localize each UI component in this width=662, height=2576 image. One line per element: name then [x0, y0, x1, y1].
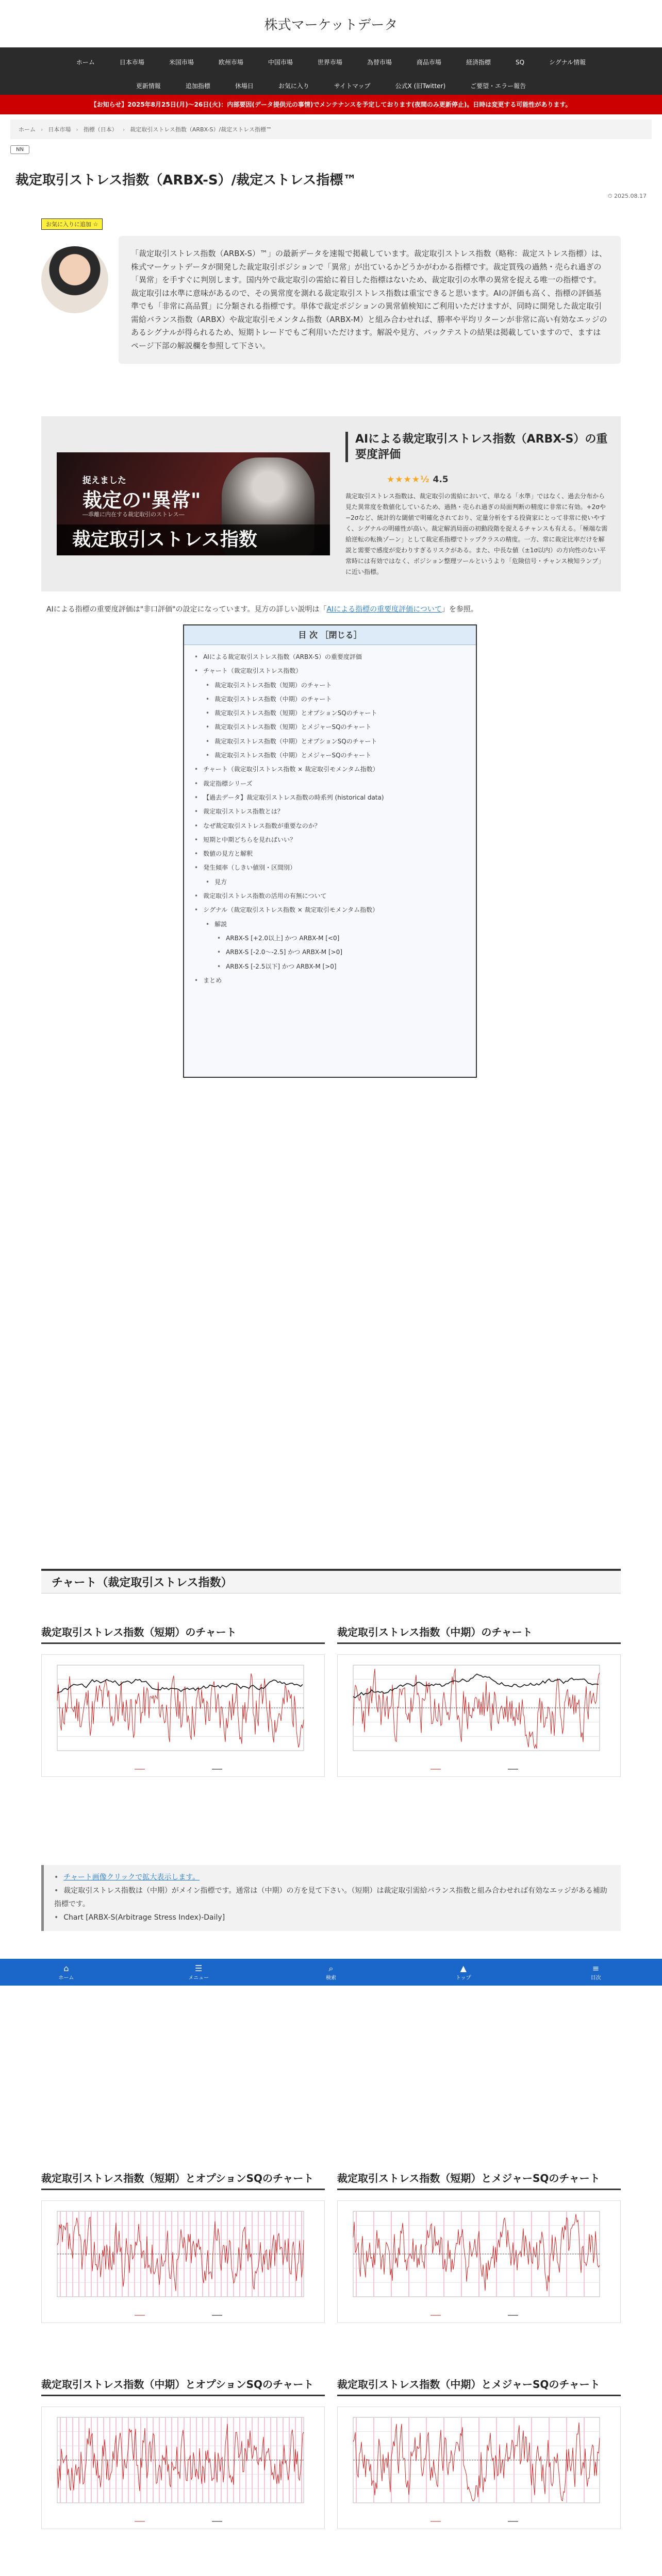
- nav-item[interactable]: 為替市場: [367, 59, 392, 66]
- bottom-nav-bar: [0, 1959, 662, 1986]
- site-header: [0, 0, 662, 47]
- chart-title-short: 裁定取引ストレス指数（短期）のチャート: [41, 1625, 325, 1644]
- toc-item[interactable]: • まとめ: [194, 974, 466, 988]
- bottom-nav-label: 検索: [325, 1975, 336, 1981]
- toc-item[interactable]: • AIによる裁定取引ストレス指数（ARBX-S）の重要度評価: [194, 650, 466, 664]
- toc-item[interactable]: • 【過去データ】裁定取引ストレス指数の時系列 (historical data): [194, 791, 466, 805]
- hero-side: [345, 432, 610, 578]
- toc-item[interactable]: • 裁定取引ストレス指数（中期）のチャート: [194, 692, 466, 706]
- hero-caption-small: 捉えました: [82, 476, 126, 486]
- chart-note-item: • 裁定取引ストレス指数は（中期）がメイン指標です。通常は（中期）の方を見て下さい。（短期）は裁定取引需給バランス指数と組み合わせれば有効なエッジがある補助指標です。: [54, 1885, 610, 1911]
- chart-card-short-major: [337, 2172, 621, 2323]
- chart-short[interactable]: [41, 1654, 325, 1777]
- nav-item[interactable]: 公式X (旧Twitter): [395, 82, 446, 90]
- table-of-contents: [183, 624, 477, 1078]
- toc-item[interactable]: • 解説: [194, 918, 466, 931]
- nav-item[interactable]: お気に入り: [278, 82, 309, 90]
- breadcrumb-item[interactable]: 日本市場: [48, 126, 71, 133]
- breadcrumb-separator: ›: [122, 126, 125, 133]
- toc-item[interactable]: • チャート（裁定取引ストレス指数）: [194, 664, 466, 678]
- nav-item[interactable]: 経済指標: [466, 59, 491, 66]
- nav-item[interactable]: ホーム: [76, 59, 95, 66]
- chart-note-item: [54, 1871, 610, 1885]
- tag-pill[interactable]: NN: [10, 145, 29, 154]
- chart-mid-major[interactable]: [337, 2406, 621, 2529]
- chart-card-mid-opt: [41, 2378, 325, 2529]
- publish-date: ⏱ 2025.08.17: [607, 193, 647, 199]
- bottom-nav-label: 目次: [590, 1975, 601, 1981]
- chart-title-short-major: 裁定取引ストレス指数（短期）とメジャーSQのチャート: [337, 2172, 621, 2190]
- chart-mid-opt-svg: [42, 2407, 324, 2529]
- hero-caption-big: 裁定の"異常": [82, 489, 201, 512]
- nav-item[interactable]: 米国市場: [169, 59, 194, 66]
- ai-rating-title: AIによる裁定取引ストレス指数（ARBX-S）の重要度評価: [345, 432, 610, 462]
- bottom-nav-item[interactable]: [555, 1964, 637, 1981]
- chart-mid[interactable]: [337, 1654, 621, 1777]
- nav-item[interactable]: 休場日: [235, 82, 254, 90]
- menu-icon: ☰: [195, 1963, 203, 1973]
- rating-note: [46, 604, 662, 614]
- chart-card-short-opt: [41, 2172, 325, 2323]
- intro-balloon: 「裁定取引ストレス指数（ARBX-S）™」の最新データを速報で掲載しています。裁定取引ストレス指数（略称：裁定ストレス指標）は、株式マーケットデータが開発した裁定取引ポジションで「異常」が出ているかどうかがわかる指標です。裁定買残の過熱・売られ過ぎの「異常」を手すぐに判別します。国内外で裁定取引の需給に着目した指標はないため、裁定取引の水準の異常を捉える唯一の指標です。裁定取引は水準に意味があるので、その異常度を測れる裁定取引ストレス指数は重宝できると思います。AIの評価も高く、指標の評価基準でも「非常に高品質」に分類される指標です。単体で裁定ポジションの異常値検知にご利用いただけますが、同時に開発した裁定取引需給バランス指数（ARBX）や裁定取引モメンタム指数（ARBX-M）と組み合わせれば、勝率や平均リターンが非常に高い有効なエッジのあるシグナルが得られるため、短期トレードでもご利用いただけます。解説や見方、バックテストの結果は掲載していますので、ますはページ下部の解説欄を参照して下さい。: [119, 236, 621, 364]
- nav-item[interactable]: 欧州市場: [218, 59, 243, 66]
- toc-item[interactable]: • 裁定取引ストレス指数（短期）のチャート: [194, 679, 466, 692]
- bottom-nav-label: メニュー: [188, 1975, 209, 1981]
- chart-mid-svg: [338, 1655, 620, 1776]
- breadcrumb-item[interactable]: 指標（日本）: [83, 126, 118, 133]
- chart-title-mid-opt: 裁定取引ストレス指数（中期）とオプションSQのチャート: [41, 2378, 325, 2396]
- bottom-nav-label: トップ: [455, 1975, 471, 1981]
- page-title: 裁定取引ストレス指数（ARBX-S）/裁定ストレス指標™: [15, 173, 357, 188]
- nav-item[interactable]: サイトマップ: [334, 82, 371, 90]
- favorite-add-button[interactable]: お気に入りに追加 ☆: [41, 218, 103, 230]
- nav-row-1: [0, 54, 662, 71]
- chart-enlarge-link[interactable]: チャート画像クリックで拡大表示します。: [63, 1873, 200, 1882]
- toc-item[interactable]: • 裁定指標シリーズ: [194, 777, 466, 791]
- bottom-nav-item[interactable]: [422, 1964, 505, 1981]
- toc-list: [184, 645, 476, 993]
- rating-note-suffix: 」を参照。: [441, 605, 478, 614]
- list-icon: ≡: [592, 1963, 600, 1973]
- toc-item[interactable]: • 発生傾率（しきい値別・区間別）: [194, 861, 466, 875]
- hero-banner-image[interactable]: [57, 452, 330, 555]
- publish-date-value: 2025.08.17: [614, 193, 647, 199]
- ai-rating-panel: [41, 416, 621, 591]
- global-nav: [0, 47, 662, 95]
- toc-item[interactable]: • チャート（裁定取引ストレス指数 × 裁定取引モメンタム指数）: [194, 762, 466, 776]
- bottom-nav-item[interactable]: [25, 1964, 107, 1981]
- section-chart-1: [0, 1569, 662, 1594]
- home-icon: ⌂: [63, 1963, 69, 1973]
- toc-item[interactable]: • 裁定取引ストレス指数とは？: [194, 805, 466, 819]
- chart-card-mid: [337, 1625, 621, 1777]
- breadcrumb-item[interactable]: ホーム: [19, 126, 36, 133]
- toc-item[interactable]: • 短期と中期どちらを見ればいい？: [194, 833, 466, 847]
- toc-item[interactable]: • シグナル（裁定取引ストレス指数 × 裁定取引モメンタム指数）: [194, 903, 466, 917]
- nav-item[interactable]: 更新情報: [136, 82, 161, 90]
- breadcrumb-item: 裁定取引ストレス指数（ARBX-S）/裁定ストレス指標™: [130, 126, 272, 133]
- rating-value: 4.5: [433, 474, 449, 485]
- site-title[interactable]: 株式マーケットデータ: [264, 17, 398, 33]
- chart-short-opt-svg: [42, 2201, 324, 2323]
- hero-caption-banner: 裁定取引ストレス指数: [57, 524, 330, 555]
- toc-item[interactable]: • 裁定取引ストレス指数（短期）とメジャーSQのチャート: [194, 720, 466, 734]
- toc-item[interactable]: • ARBX-S [+2.0以上] かつ ARBX-M [<0]: [194, 931, 466, 945]
- chart-title-mid: 裁定取引ストレス指数（中期）のチャート: [337, 1625, 621, 1644]
- rating-note-prefix: AIによる指標の重要度評価は"非口評価"の設定になっています。見方の詳しい説明は「: [46, 605, 327, 614]
- toc-item[interactable]: • なぜ裁定取引ストレス指数が重要なのか？: [194, 819, 466, 833]
- arrow-up-icon: ▲: [460, 1963, 467, 1973]
- chart-short-major[interactable]: [337, 2200, 621, 2323]
- nav-item[interactable]: 中国市場: [268, 59, 293, 66]
- breadcrumb: [10, 120, 652, 139]
- nav-item[interactable]: 日本市場: [119, 59, 144, 66]
- chart-title-mid-major: 裁定取引ストレス指数（中期）とメジャーSQのチャート: [337, 2378, 621, 2396]
- nav-item[interactable]: ご要望・エラー報告: [470, 82, 526, 90]
- nav-row-2: [0, 77, 662, 95]
- toc-item[interactable]: • 見方: [194, 875, 466, 889]
- chart-note-item: • Chart [ARBX-S(Arbitrage Stress Index)-Daily]: [54, 1911, 610, 1925]
- chart-card-short: [41, 1625, 325, 1777]
- chart-card-mid-major: [337, 2378, 621, 2529]
- hero-caption-sub: ―乖離に内在する裁定取引のストレス―: [82, 511, 185, 518]
- ai-rating-text: 裁定取引ストレス指数は、裁定取引の需給において、単なる「水準」ではなく、過去分布から見た異常度を数値化しているため、過熱・売られ過ぎの局面判断の精度に非常に有効。+2σや−2σなど、統計的な閾値で明確化されており、定量分析をする投資家にとって非常に使いやすく、シグナルの明確性が高い。裁定解消局面の初動段階を捉えるチャンスも有える。「極端な需給逆転の転換ゾーン」として裁定系指標でトップクラスの精度。一方、常に裁定比率だけを解説と需要で感度が変わりすぎるリスクがある。また、中長な値（±1σ以内）の方向性のない平常時には有効ではなく、ボジション整理ツールというより「危険信号・チャンス検知ランプ」に近い指標。: [345, 493, 608, 576]
- toc-title[interactable]: 目 次 ［閉じる］: [184, 625, 476, 645]
- chart-short-opt[interactable]: [41, 2200, 325, 2323]
- chart-short-svg: [42, 1655, 324, 1776]
- nav-item[interactable]: 世界市場: [317, 59, 342, 66]
- bottom-nav-label: ホーム: [58, 1975, 74, 1981]
- chart-title-short-opt: 裁定取引ストレス指数（短期）とオプションSQのチャート: [41, 2172, 325, 2190]
- toc-item[interactable]: • ARBX-S [-2.0〜-2.5] かつ ARBX-M [>0]: [194, 945, 466, 959]
- chart-notes: [41, 1865, 621, 1931]
- author-avatar: [41, 246, 108, 313]
- toc-item[interactable]: • 数値の見方と解釈: [194, 847, 466, 861]
- nav-item[interactable]: シグナル情報: [549, 59, 586, 66]
- toc-item[interactable]: • 裁定取引ストレス指数（短期）とオプションSQのチャート: [194, 706, 466, 720]
- search-icon: ⌕: [328, 1963, 334, 1973]
- breadcrumb-separator: ›: [41, 126, 43, 133]
- nav-item[interactable]: 商品市場: [416, 59, 441, 66]
- bottom-nav-item[interactable]: [290, 1964, 372, 1981]
- nav-item[interactable]: 追加指標: [185, 82, 210, 90]
- star-rating-icon: ★★★★½: [387, 474, 430, 485]
- nav-item[interactable]: SQ: [515, 59, 525, 66]
- maintenance-notice: 【お知らせ】2025年8月25日(月)〜26日(火)：内部要因(データ提供元の事情)でメンテナンスを予定しております(夜間のみ更新停止)。日時は変更する可能性があります。: [0, 95, 662, 114]
- chart-short-major-svg: [338, 2201, 620, 2323]
- bottom-nav-item[interactable]: [157, 1964, 240, 1981]
- toc-item[interactable]: • 裁定取引ストレス指数（中期）とオプションSQのチャート: [194, 735, 466, 749]
- toc-item[interactable]: • ARBX-S [-2.5以下] かつ ARBX-M [>0]: [194, 960, 466, 974]
- toc-item[interactable]: • 裁定取引ストレス指数（中期）とメジャーSQのチャート: [194, 749, 466, 762]
- chart-mid-major-svg: [338, 2407, 620, 2529]
- intro-section: [41, 236, 621, 385]
- breadcrumb-separator: ›: [76, 126, 78, 133]
- rating-note-link[interactable]: AIによる指標の重要度評価について: [326, 605, 442, 614]
- chart-mid-opt[interactable]: [41, 2406, 325, 2529]
- section-heading-charts: チャート（裁定取引ストレス指数）: [41, 1569, 621, 1594]
- toc-item[interactable]: • 裁定取引ストレス指数の活用の有無について: [194, 889, 466, 903]
- ai-rating-score: [387, 474, 610, 485]
